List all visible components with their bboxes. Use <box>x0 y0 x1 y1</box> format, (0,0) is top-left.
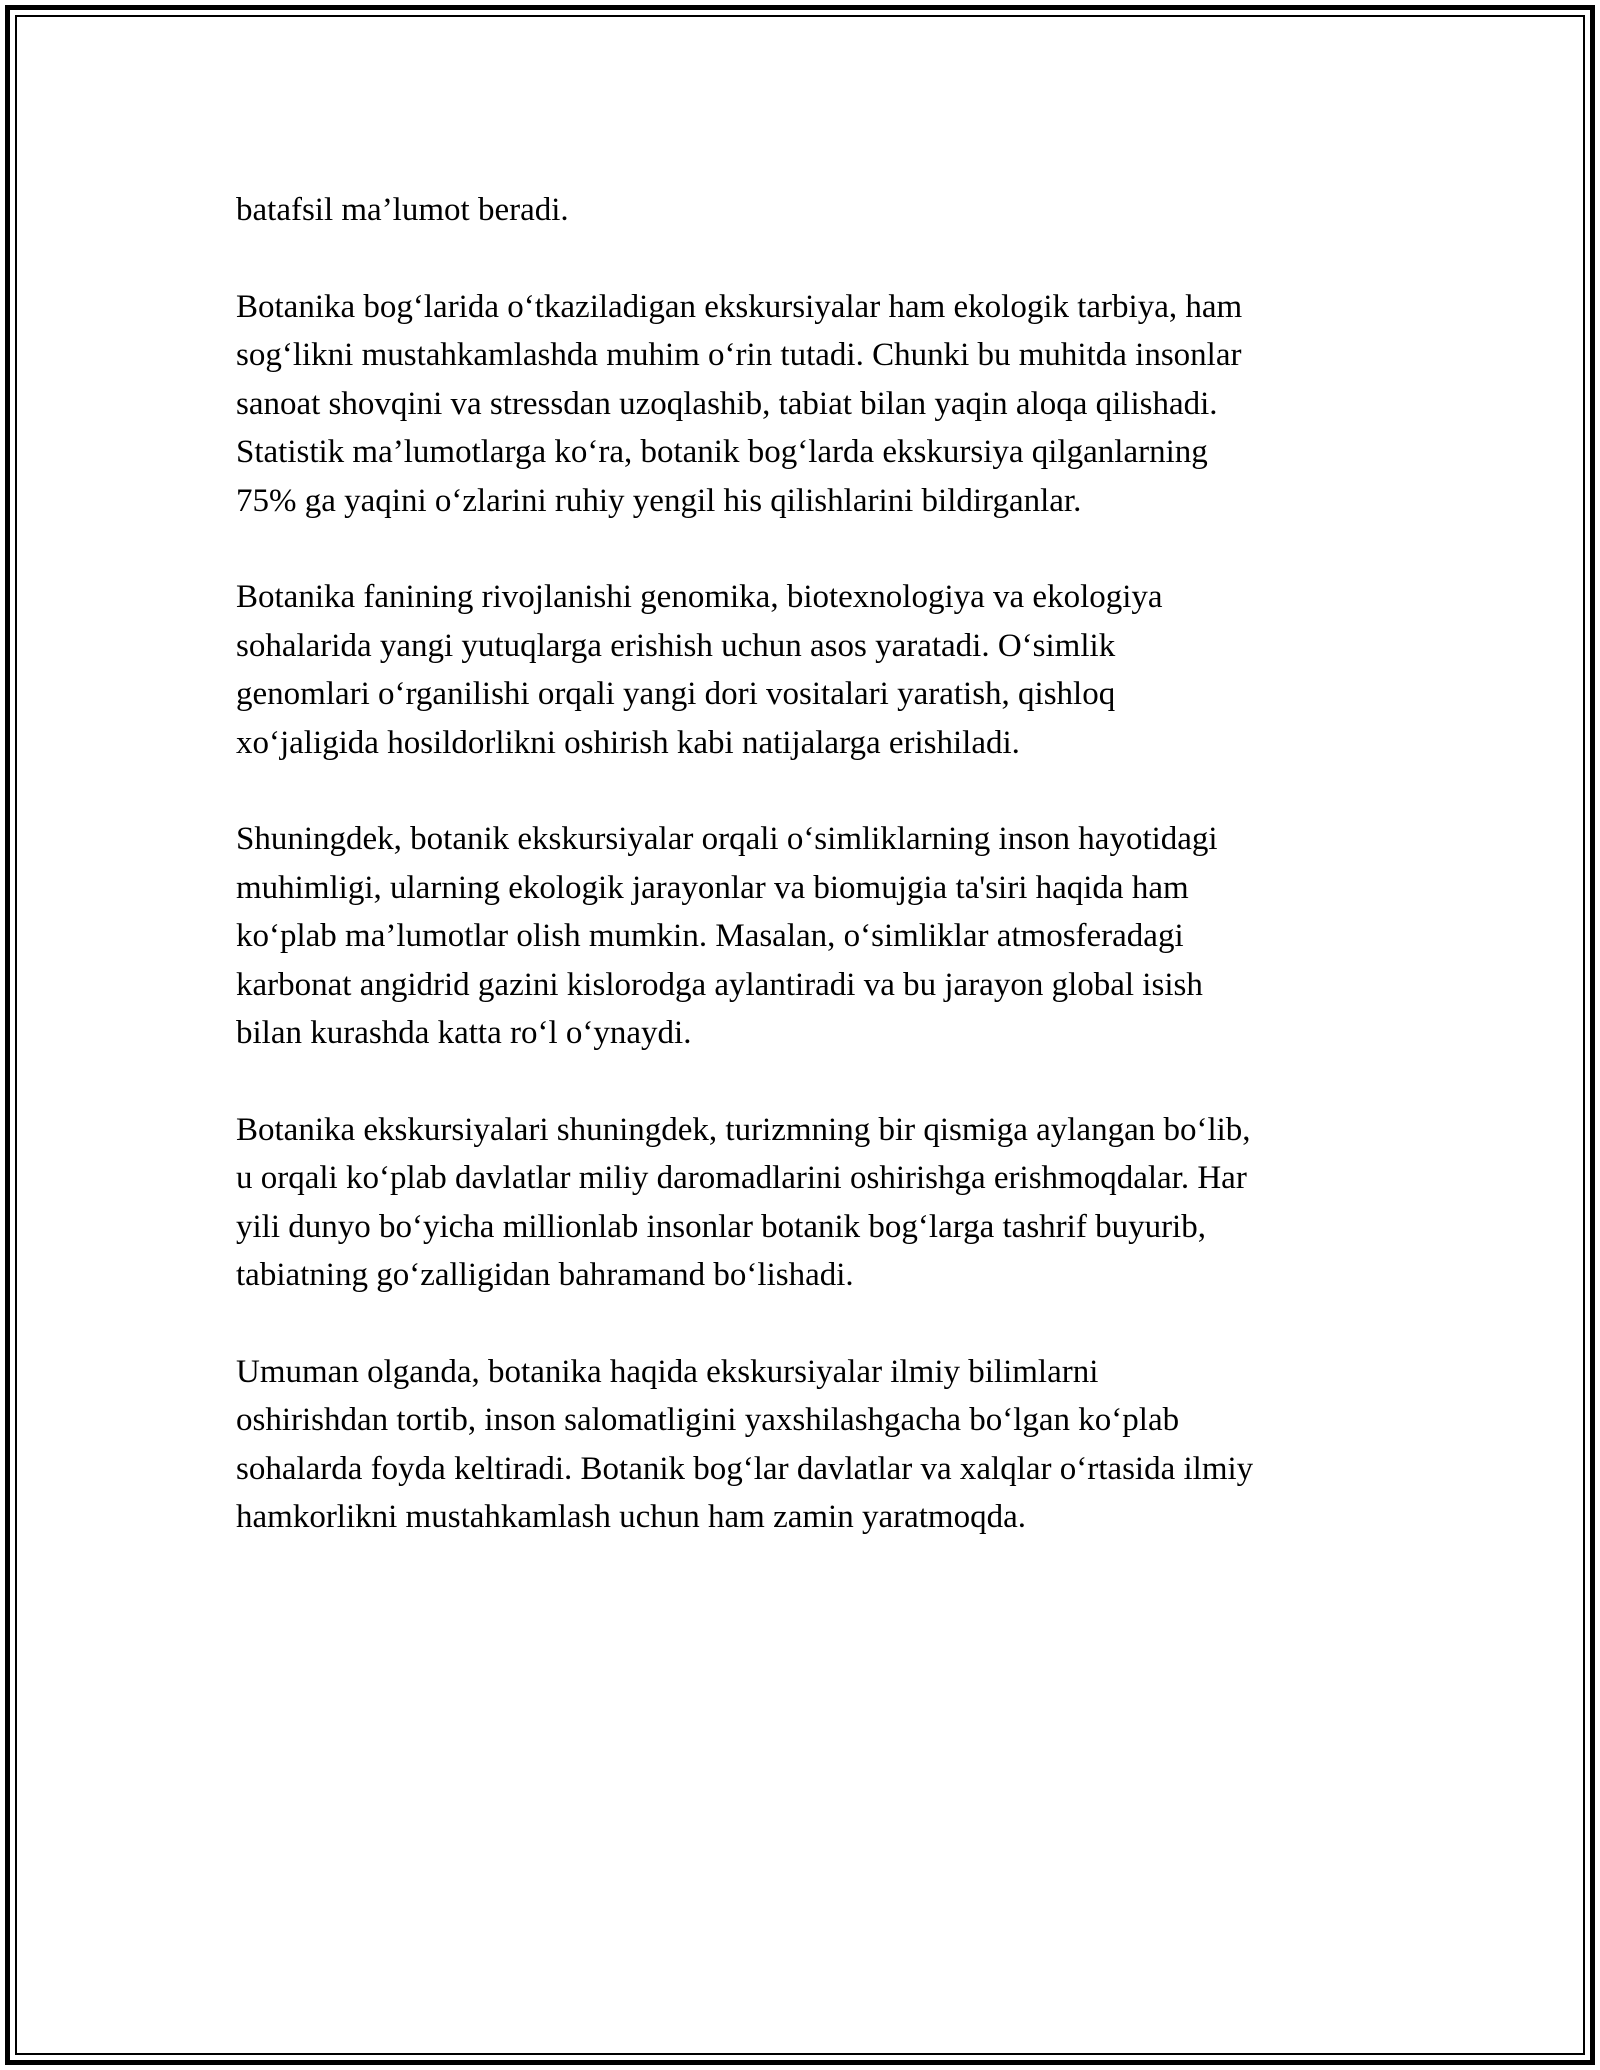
paragraph: Botanika bog‘larida o‘tkaziladigan ekskursiyalar ham ekologik tarbiya, ham sog‘likni mustahkamlashda muhim o‘rin tutadi. Chunki bu muhitda insonlar sanoat shovqini va stressdan uzoqlashib, tabiat bilan yaqin aloqa qilishadi. Statistik ma’lumotlarga ko‘ra, botanik bog‘larda ekskursiya qilganlarning 75% ga yaqini o‘zlarini ruhiy yengil his qilishlarini bildirganlar. <box>236 288 1243 519</box>
paragraph: Botanika fanining rivojlanishi genomika, biotexnologiya va ekologiya sohalarida yangi yutuqlarga erishish uchun asos yaratadi. O‘simlik genomlari o‘rganilishi orqali yangi dori vositalari yaratish, qishloq xo‘jaligida hosildorlikni oshirish kabi natijalarga erishiladi. <box>236 579 1163 761</box>
paragraph: batafsil ma’lumot beradi. <box>236 192 569 228</box>
paragraph: Botanika ekskursiyalari shuningdek, turizmning bir qismiga aylangan bo‘lib, u orqali ko‘plab davlatlar miliy daromadlarini oshirishga erishmoqdalar. Har yili dunyo bo‘yicha millionlab insonlar botanik bog‘larga tashrif buyurib, tabiatning go‘zalligidan bahramand bo‘lishadi. <box>236 1111 1251 1293</box>
paragraph: Shuningdek, botanik ekskursiyalar orqali o‘simliklarning inson hayotidagi muhimligi, ularning ekologik jarayonlar va biomujgia ta'siri haqida ham ko‘plab ma’lumotlar olish mumkin. Masalan, o‘simliklar atmosferadagi karbonat angidrid gazini kislorodga aylantiradi va bu jarayon global isish bilan kurashda katta ro‘l o‘ynaydi. <box>236 821 1218 1051</box>
document-body <box>236 186 1386 1590</box>
paragraph: Umuman olganda, botanika haqida ekskursiyalar ilmiy bilimlarni oshirishdan tortib, inson salomatligini yaxshilashgacha bo‘lgan ko‘plab sohalarda foyda keltiradi. Botanik bog‘lar davlatlar va xalqlar o‘rtasida ilmiy hamkorlikni mustahkamlash uchun ham zamin yaratmoqda. <box>236 1353 1254 1535</box>
